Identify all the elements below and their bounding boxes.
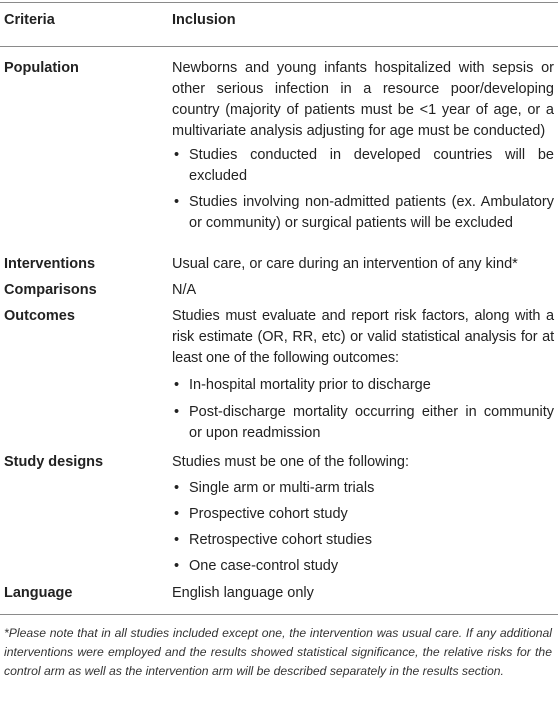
row-label-population: Population xyxy=(4,60,79,76)
study-designs-bullet-text: One case-control study xyxy=(189,558,339,574)
row-label-comparisons: Comparisons xyxy=(4,282,97,298)
population-text: Newborns and young infants hospitalized with sepsis or other serious infection in a resource poor/developing country (majority of patients must be <1 year of age, or a multivariate analysis adjusting for age must be conducted) xyxy=(172,60,554,139)
bullet-icon: • xyxy=(174,532,180,548)
study-designs-bullet-text: Prospective cohort study xyxy=(189,506,348,522)
bullet-icon: • xyxy=(174,558,180,574)
study-designs-bullet-text: Single arm or multi-arm trials xyxy=(189,480,375,496)
row-label-outcomes: Outcomes xyxy=(4,308,75,324)
header-criteria: Criteria xyxy=(4,12,55,28)
population-bullet-text: Studies conducted in developed countries will be excluded xyxy=(189,147,554,184)
study-designs-text: Studies must be one of the following: xyxy=(172,454,409,470)
comparisons-text: N/A xyxy=(172,282,197,298)
outcomes-bullet-text: Post-discharge mortality occurring either in community or upon readmission xyxy=(189,404,554,441)
table-footnote: *Please note that in all studies included except one, the intervention was usual care. If any additional interventions were employed and the results showed statistical significance, the relative risks for the control arm as well as the intervention arm will be described separately in the results section. xyxy=(4,626,552,678)
header-inclusion: Inclusion xyxy=(172,12,236,28)
row-label-study-designs: Study designs xyxy=(4,454,104,470)
outcomes-bullet xyxy=(172,375,554,396)
bullet-icon: • xyxy=(174,480,180,496)
table-top-rule xyxy=(0,2,558,3)
population-bullet xyxy=(172,192,554,234)
bullet-icon: • xyxy=(174,404,180,420)
interventions-text: Usual care, or care during an intervention of any kind* xyxy=(172,256,518,272)
study-designs-bullet xyxy=(172,530,554,551)
language-text: English language only xyxy=(172,585,314,601)
outcomes-bullet-text: In-hospital mortality prior to discharge xyxy=(189,377,431,393)
row-label-interventions: Interventions xyxy=(4,256,96,272)
header-rule xyxy=(0,46,558,47)
population-bullet-text: Studies involving non-admitted patients (ex. Ambulatory or community) or surgical patients will be excluded xyxy=(189,194,554,231)
bullet-icon: • xyxy=(174,147,180,163)
outcomes-bullet xyxy=(172,402,554,444)
bullet-icon: • xyxy=(174,506,180,522)
bullet-icon: • xyxy=(174,194,180,210)
study-designs-bullet-text: Retrospective cohort studies xyxy=(189,532,372,548)
study-designs-bullet xyxy=(172,478,554,499)
outcomes-text: Studies must evaluate and report risk factors, along with a risk estimate (OR, RR, etc) or valid statistical analysis for at least one of the following outcomes: xyxy=(172,308,554,366)
study-designs-bullet xyxy=(172,504,554,525)
bullet-icon: • xyxy=(174,377,180,393)
study-designs-bullet xyxy=(172,556,554,577)
table-bottom-rule xyxy=(0,614,558,615)
population-bullet xyxy=(172,145,554,187)
row-label-language: Language xyxy=(4,585,73,601)
